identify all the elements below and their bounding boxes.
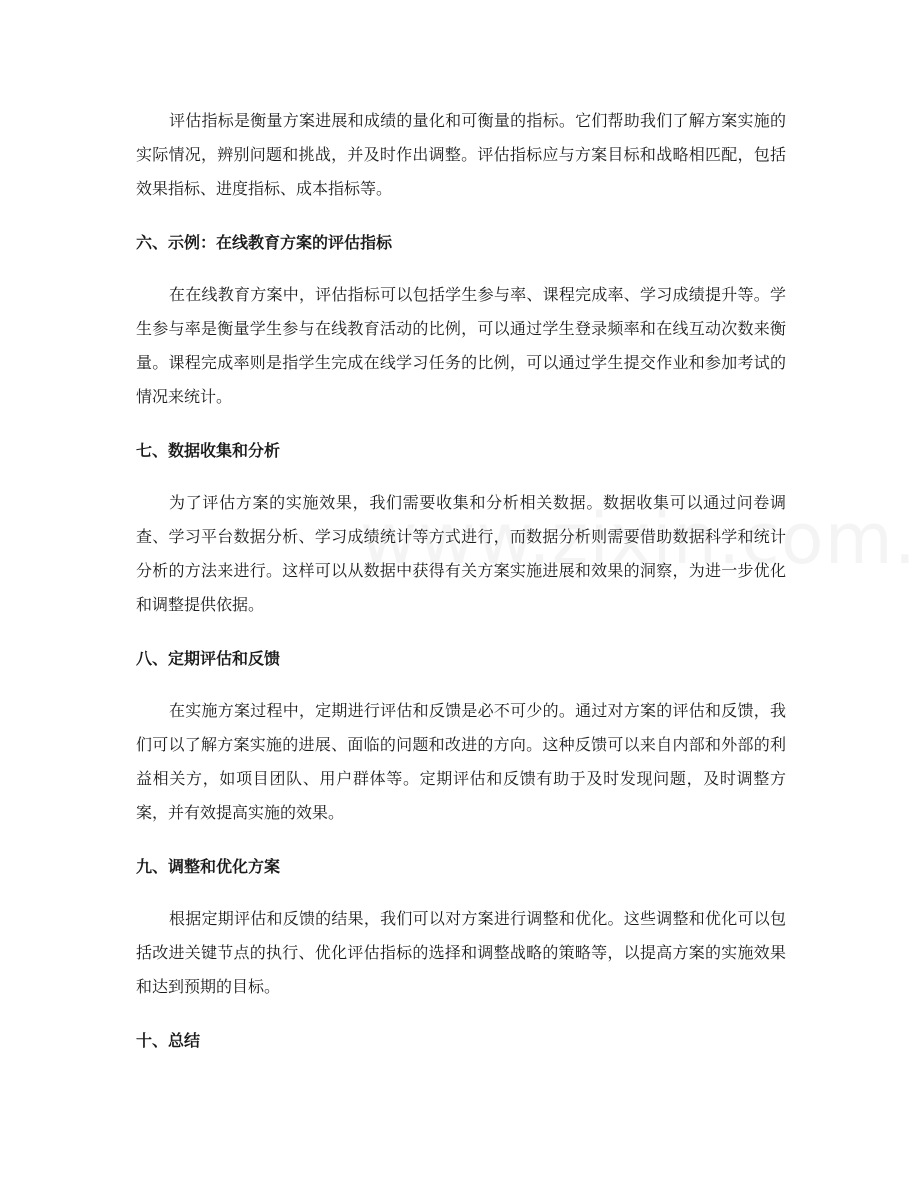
section-heading-10: 十、总结 — [136, 1031, 201, 1050]
paragraph-section-6: 在在线教育方案中，评估指标可以包括学生参与率、课程完成率、学习成绩提升等。学生参与率是衡量学生参与在线教育活动的比例，可以通过学生登录频率和在线互动次数来衡量。课程完成率则是指学生完成在线学习任务的比例，可以通过学生提交作业和参加考试的情况来统计。 — [136, 285, 786, 406]
paragraph-section-7: 为了评估方案的实施效果，我们需要收集和分析相关数据。数据收集可以通过问卷调查、学习平台数据分析、学习成绩统计等方式进行，而数据分析则需要借助数据科学和统计分析的方法来进行。这样可以从数据中获得有关方案实施进展和效果的洞察，为进一步优化和调整提供依据。 — [136, 493, 786, 614]
paragraph-section-8: 在实施方案过程中，定期进行评估和反馈是必不可少的。通过对方案的评估和反馈，我们可以了解方案实施的进展、面临的问题和改进的方向。这种反馈可以来自内部和外部的利益相关方，如项目团队、用户群体等。定期评估和反馈有助于及时发现问题，及时调整方案，并有效提高实施的效果。 — [136, 701, 786, 822]
document-body — [136, 104, 786, 1058]
section-heading-9: 九、调整和优化方案 — [136, 857, 281, 876]
section-heading-7: 七、数据收集和分析 — [136, 441, 281, 460]
paragraph-intro: 评估指标是衡量方案进展和成绩的量化和可衡量的指标。它们帮助我们了解方案实施的实际情况，辨别问题和挑战，并及时作出调整。评估指标应与方案目标和战略相匹配，包括效果指标、进度指标、成本指标等。 — [136, 111, 786, 198]
paragraph-section-9: 根据定期评估和反馈的结果，我们可以对方案进行调整和优化。这些调整和优化可以包括改进关键节点的执行、优化评估指标的选择和调整战略的策略等，以提高方案的实施效果和达到预期的目标。 — [136, 909, 786, 996]
section-heading-8: 八、定期评估和反馈 — [136, 649, 281, 668]
section-heading-6: 六、示例：在线教育方案的评估指标 — [136, 233, 393, 252]
